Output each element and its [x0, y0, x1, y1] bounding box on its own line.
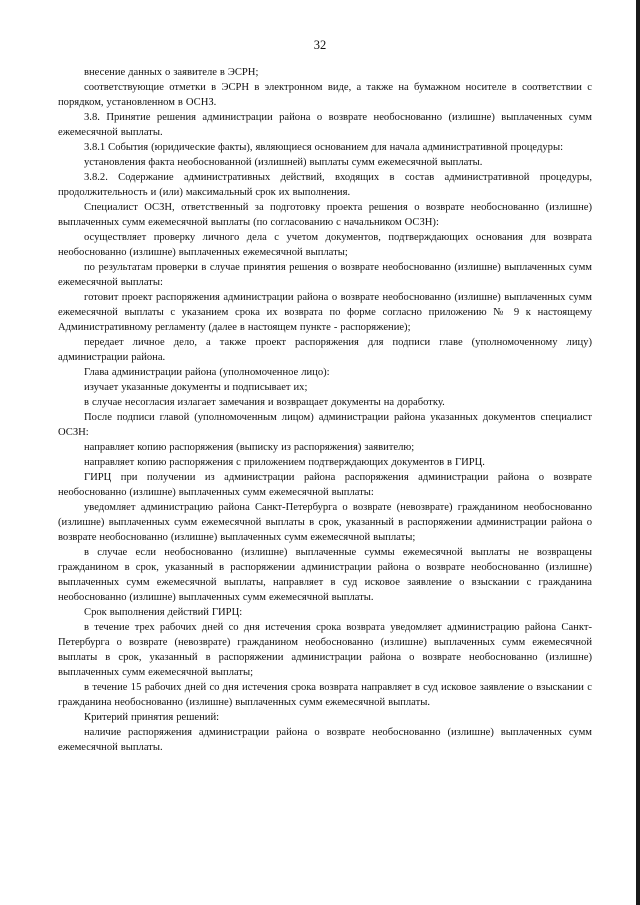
- paragraph: по результатам проверки в случае принятия решения о возврате необоснованно (излишне) выплаченных сумм ежемесячной выплаты:: [58, 262, 592, 288]
- paragraph: Критерий принятия решений:: [84, 712, 220, 723]
- paragraph: осуществляет проверку личного дела с учетом документов, подтверждающих основания для возврата необоснованно (излишне) выплаченных ежемесячной выплаты;: [58, 232, 592, 258]
- paragraph: 3.8.1 События (юридические факты), являющиеся основанием для начала административной процедуры:: [84, 142, 564, 153]
- paragraph: изучает указанные документы и подписывает их;: [84, 382, 308, 393]
- paragraph: После подписи главой (уполномоченным лицом) администрации района указанных документов специалист ОСЗН:: [58, 412, 592, 438]
- paragraph: наличие распоряжения администрации района о возврате необоснованно (излишне) выплаченных сумм ежемесячной выплаты.: [58, 727, 592, 753]
- paragraph: направляет копию распоряжения (выписку из распоряжения) заявителю;: [84, 442, 415, 453]
- paragraph: внесение данных о заявителе в ЭСРН;: [84, 67, 259, 78]
- paragraph: установления факта необоснованной (излишней) выплаты сумм ежемесячной выплаты.: [84, 157, 483, 168]
- paragraph: в случае несогласия излагает замечания и возвращает документы на доработку.: [84, 397, 445, 408]
- paragraph: уведомляет администрацию района Санкт-Петербурга о возврате (невозврате) гражданином необоснованно (излишне) выплаченных сумм ежемесячной выплаты в срок, указанный в распоряжении администрации района о возврате необоснованно (излишне) выплаченных сумм ежемесячной выплаты;: [58, 502, 592, 543]
- paragraph: Специалист ОСЗН, ответственный за подготовку проекта решения о возврате необоснованно (излишне) выплаченных сумм ежемесячной выплаты (по согласованию с начальником ОСЗН):: [58, 202, 592, 228]
- paragraph: ГИРЦ при получении из администрации района распоряжения администрации района о возврате необоснованно (излишне) выплаченных сумм ежемесячной выплаты:: [58, 472, 592, 498]
- paragraph: передает личное дело, а также проект распоряжения для подписи главе (уполномоченному лицу) администрации района.: [58, 337, 592, 363]
- paragraph: Срок выполнения действий ГИРЦ:: [84, 607, 243, 618]
- paragraph: в течение трех рабочих дней со дня истечения срока возврата уведомляет администрацию района Санкт-Петербурга о возврате (невозврате) гражданином необоснованно (излишне) выплаченных сумм ежемесячной выплаты в срок, указанный в распоряжении администрации района о возврате необоснованно (излишне) выплаченных сумм ежемесячной выплаты;: [58, 622, 592, 678]
- paragraph: в течение 15 рабочих дней со дня истечения срока возврата направляет в суд исковое заявление о взыскании с гражданина необоснованно (излишне) выплаченных сумм ежемесячной выплаты.: [58, 682, 592, 708]
- paragraph: готовит проект распоряжения администрации района о возврате необоснованно (излишне) выплаченных сумм ежемесячной выплаты с указанием срока их возврата по форме согласно приложению № 9 к настоящему Административному регламенту (далее в настоящем пункте - распоряжение);: [58, 292, 592, 333]
- paragraph: в случае если необоснованно (излишне) выплаченные суммы ежемесячной выплаты не возвращены гражданином в срок, указанный в распоряжении администрации района о возврате необоснованно (излишне) выплаченных сумм ежемесячной выплаты, направляет в суд исковое заявление о взыскании с гражданина необоснованно (излишне) выплаченных сумм ежемесячной выплаты.: [58, 547, 592, 603]
- paragraph: 3.8.2. Содержание административных действий, входящих в состав административной процедуры, продолжительность и (или) максимальный срок их выполнения.: [58, 172, 592, 198]
- paragraph: 3.8. Принятие решения администрации района о возврате необоснованно (излишне) выплаченных сумм ежемесячной выплаты.: [58, 112, 592, 138]
- document-body: [58, 65, 592, 755]
- page-number: 32: [313, 38, 327, 52]
- paragraph: соответствующие отметки в ЭСРН в электронном виде, а также на бумажном носителе в соответствии с порядком, установленном в ОСНЗ.: [58, 82, 592, 108]
- page-edge-border: [636, 0, 640, 905]
- paragraph: Глава администрации района (уполномоченное лицо):: [84, 367, 330, 378]
- paragraph: направляет копию распоряжения с приложением подтверждающих документов в ГИРЦ.: [84, 457, 485, 468]
